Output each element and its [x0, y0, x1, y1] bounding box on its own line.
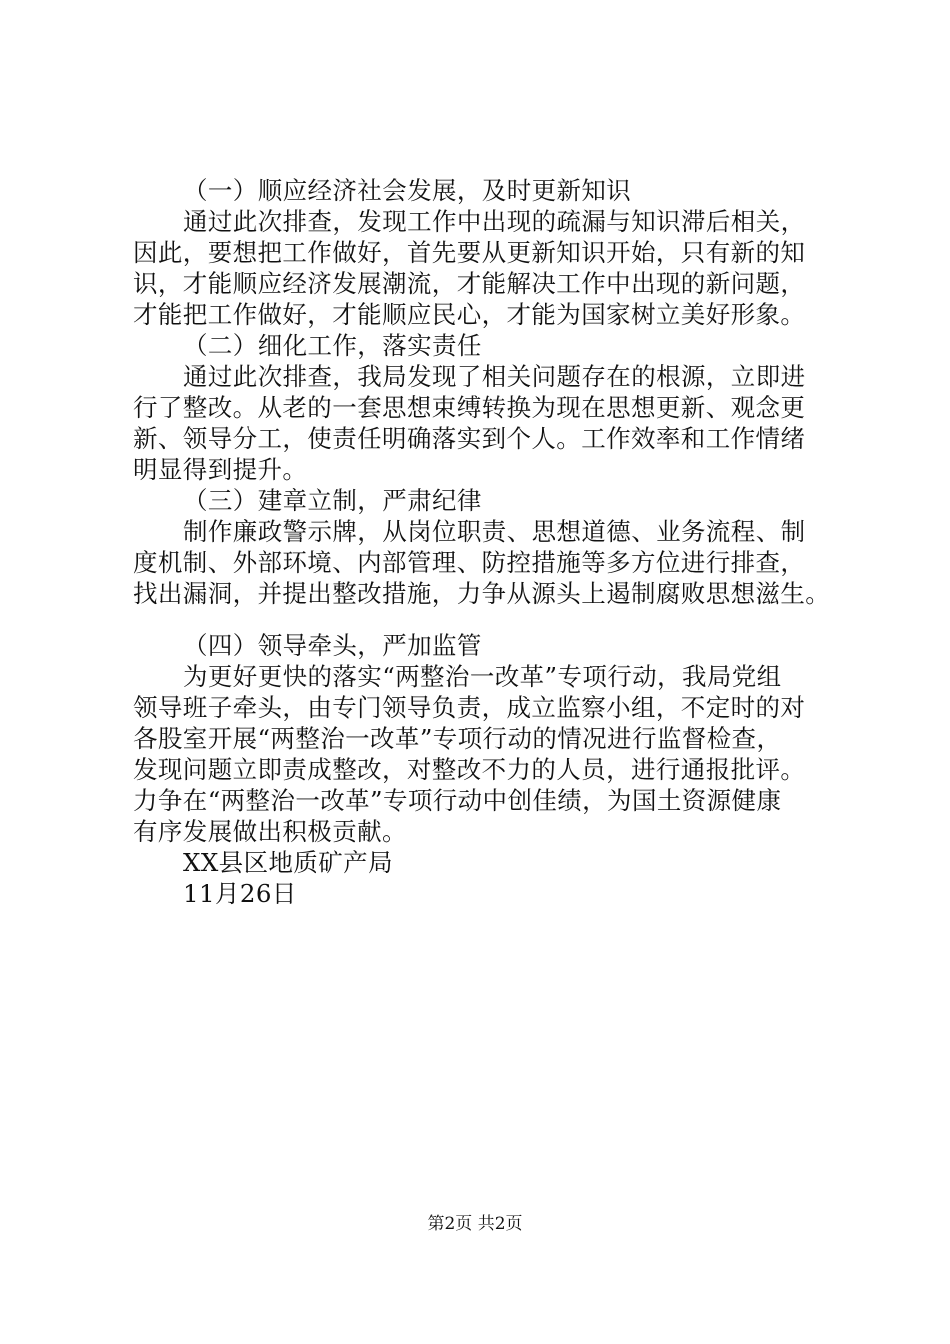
section-3-line-2: 度机制、外部环境、内部管理、防控措施等多方位进行排查， [133, 548, 806, 577]
section-4-line-4: 发现问题立即责成整改，对整改不力的人员，进行通报批评。 [133, 755, 806, 784]
section-4-line-6: 有序发展做出积极贡献。 [133, 817, 407, 846]
section-4-line-3: 各股室开展“两整治一改革”专项行动的情况进行监督检查， [133, 724, 782, 753]
signature-organization: XX县区地质矿产局 [183, 848, 393, 877]
section-2-line-4: 明显得到提升。 [133, 455, 308, 484]
section-2-line-3: 新、领导分工，使责任明确落实到个人。工作效率和工作情绪 [133, 424, 806, 453]
section-4-line-1: 为更好更快的落实“两整治一改革”专项行动，我局党组 [183, 662, 782, 691]
section-1-heading: （一）顺应经济社会发展，及时更新知识 [183, 176, 632, 205]
section-3-line-1: 制作廉政警示牌，从岗位职责、思想道德、业务流程、制 [183, 517, 806, 546]
section-4-line-5: 力争在“两整治一改革”专项行动中创佳绩，为国土资源健康 [133, 786, 782, 815]
section-4-line-2: 领导班子牵头，由专门领导负责，成立监察小组，不定时的对 [133, 693, 806, 722]
section-1-line-1: 通过此次排查，发现工作中出现的疏漏与知识滞后相关， [183, 207, 806, 236]
page-number-footer: 第2页 共2页 [427, 1214, 523, 1234]
section-2-line-1: 通过此次排查，我局发现了相关问题存在的根源，立即进 [183, 362, 806, 391]
section-2-line-2: 行了整改。从老的一套思想束缚转换为现在思想更新、观念更 [133, 393, 806, 422]
section-1-line-3: 识，才能顺应经济发展潮流，才能解决工作中出现的新问题， [133, 269, 806, 298]
section-2-heading: （二）细化工作，落实责任 [183, 331, 482, 360]
section-1-line-2: 因此，要想把工作做好，首先要从更新知识开始，只有新的知 [133, 238, 806, 267]
section-3-heading: （三）建章立制，严肃纪律 [183, 486, 482, 515]
signature-date: 11月26日 [183, 879, 297, 908]
section-1-line-4: 才能把工作做好，才能顺应民心，才能为国家树立美好形象。 [133, 300, 806, 329]
section-4-heading: （四）领导牵头，严加监管 [183, 631, 482, 660]
section-3-line-3: 找出漏洞，并提出整改措施，力争从源头上遏制腐败思想滋生。 [133, 579, 831, 608]
